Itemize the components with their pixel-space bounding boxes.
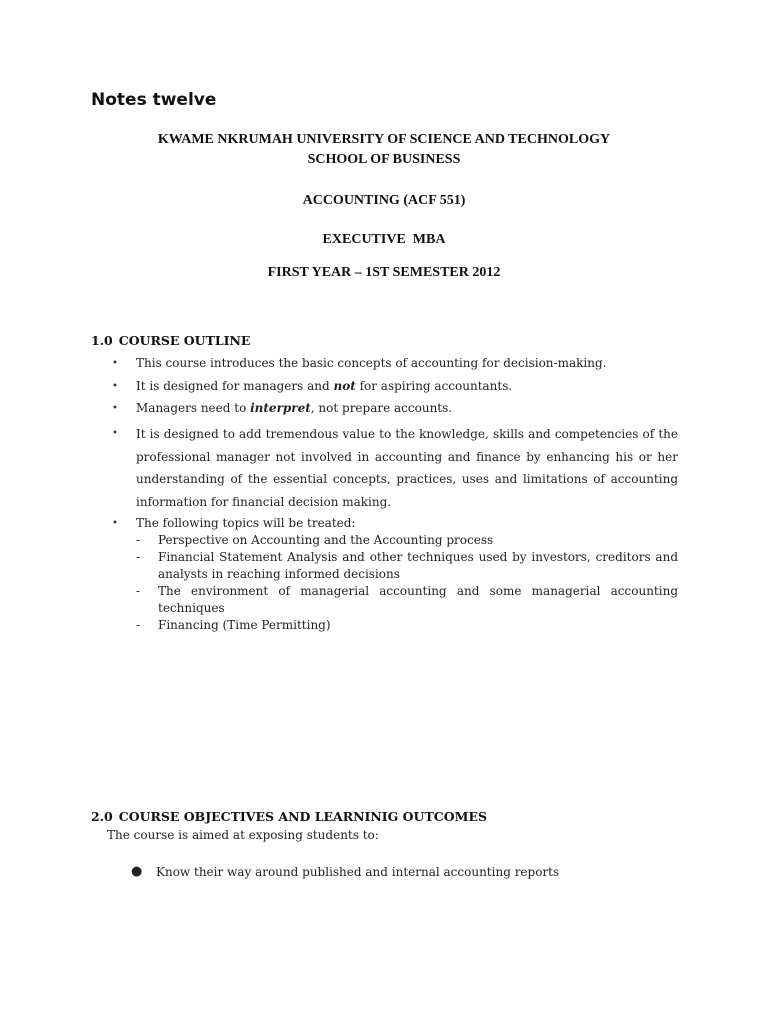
bullet-text: It is designed to add tremendous value to the knowledge, skills and competencies of the professional manager not involved in accounting and finance by enhancing his or her understanding of the essential concepts, practices, uses and limitations of accounting information for financial decision making. [136, 427, 678, 510]
topic-text: The environment of managerial accounting and some managerial accounting techniques [158, 584, 678, 615]
course-name: ACCOUNTING (ACF 551) [302, 193, 466, 208]
topic-text: Perspective on Accounting and the Accounting process [158, 533, 494, 547]
course-outline-list [112, 355, 678, 634]
topic-item: - Financial Statement Analysis and other techniques used by investors, creditors and analysts in reaching informed decisions [136, 550, 678, 581]
section-2-number: 2.0 [91, 809, 113, 824]
bullet-text-pre: It is designed for managers and [136, 379, 334, 393]
term-label: FIRST YEAR – 1ST SEMESTER 2012 [267, 265, 501, 280]
bullet-icon: • [112, 381, 118, 392]
university-name: KWAME NKRUMAH UNIVERSITY OF SCIENCE AND TECHNOLOGY [157, 132, 611, 147]
section-2-intro: The course is aimed at exposing students to: [107, 828, 379, 842]
list-item [112, 515, 678, 634]
list-item [112, 378, 678, 400]
list-item [131, 865, 691, 879]
bullet-text: This course introduces the basic concepts of accounting for decision-making. [136, 356, 607, 370]
program-name: EXECUTIVE MBA [322, 232, 446, 247]
bullet-text-emphasis: not [333, 379, 356, 393]
bullet-text-post: for aspiring accountants. [355, 379, 513, 393]
topic-item: - The environment of managerial accounting and some managerial accounting techniques [136, 584, 678, 615]
topics-list [136, 532, 678, 634]
list-item [112, 355, 678, 378]
bullet-text-pre: Managers need to [136, 401, 251, 415]
bullet-text: The following topics will be treated: [136, 516, 356, 530]
section-1-title: COURSE OUTLINE [118, 333, 251, 348]
topic-item: - Financing (Time Permitting) [136, 618, 331, 632]
list-item [112, 423, 678, 515]
school-name: SCHOOL OF BUSINESS [307, 152, 461, 167]
bullet-icon: • [112, 358, 118, 369]
topic-text: Financing (Time Permitting) [158, 618, 331, 632]
topic-text: Financial Statement Analysis and other techniques used by investors, creditors and analysts in reaching informed decisions [158, 550, 678, 581]
list-item [112, 400, 678, 423]
bullet-text-post: , not prepare accounts. [310, 401, 453, 415]
section-2-heading [91, 809, 487, 824]
bullet-icon: • [112, 403, 118, 414]
bullet-text-emphasis: interpret [250, 401, 311, 415]
topic-item: - Perspective on Accounting and the Accounting process [136, 533, 494, 547]
bullet-text: Know their way around published and internal accounting reports [156, 865, 560, 879]
bullet-icon: • [112, 518, 118, 529]
section-1-heading [91, 333, 250, 348]
bullet-icon: ● [131, 864, 143, 879]
bullet-icon: • [112, 428, 118, 439]
section-2-title: COURSE OBJECTIVES AND LEARNINIG OUTCOMES [118, 809, 487, 824]
notes-title: Notes twelve [91, 90, 217, 110]
section-1-number: 1.0 [91, 333, 113, 348]
